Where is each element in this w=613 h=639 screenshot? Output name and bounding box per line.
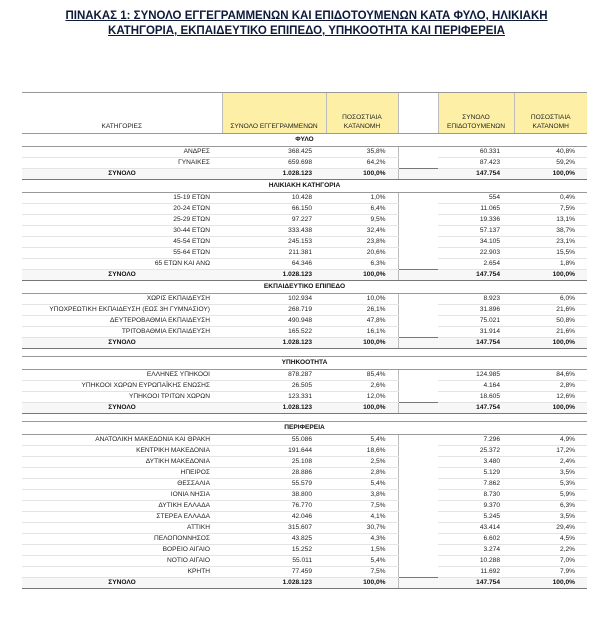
subsidized-pct: 2,8% <box>514 381 587 392</box>
row-category: ΚΡΗΤΗ <box>22 567 222 578</box>
table-body <box>22 134 587 589</box>
table-row <box>22 523 587 534</box>
registered-value: 102.934 <box>222 294 326 305</box>
section-header-row <box>22 281 587 294</box>
gap-cell <box>398 248 438 259</box>
gap-cell <box>398 158 438 169</box>
total-registered-pct: 100,0% <box>326 403 398 414</box>
section-title: ΗΛΙΚΙΑΚΗ ΚΑΤΗΓΟΡΙΑ <box>22 180 587 193</box>
registered-value: 123.331 <box>222 392 326 403</box>
registered-pct: 18,6% <box>326 446 398 457</box>
registered-pct: 23,8% <box>326 237 398 248</box>
subsidized-value: 57.137 <box>438 226 514 237</box>
total-registered: 1.028.123 <box>222 578 326 589</box>
subsidized-value: 43.414 <box>438 523 514 534</box>
registered-value: 28.886 <box>222 468 326 479</box>
total-subsidized: 147.754 <box>438 169 514 180</box>
row-category: ΚΕΝΤΡΙΚΗ ΜΑΚΕΔΟΝΙΑ <box>22 446 222 457</box>
total-subsidized-pct: 100,0% <box>514 169 587 180</box>
registered-value: 165.522 <box>222 327 326 338</box>
total-subsidized-pct: 100,0% <box>514 338 587 349</box>
subsidized-value: 5.245 <box>438 512 514 523</box>
registered-value: 490.948 <box>222 316 326 327</box>
table-row <box>22 457 587 468</box>
registered-pct: 32,4% <box>326 226 398 237</box>
section-title: ΦΥΛΟ <box>22 134 587 147</box>
total-subsidized: 147.754 <box>438 338 514 349</box>
table-row <box>22 193 587 204</box>
subsidized-pct: 84,6% <box>514 370 587 381</box>
table-row <box>22 435 587 446</box>
spacer-cell <box>22 414 587 422</box>
subsidized-pct: 40,8% <box>514 147 587 158</box>
total-label: ΣΥΝΟΛΟ <box>22 403 222 414</box>
registered-pct: 6,3% <box>326 259 398 270</box>
subsidized-value: 18.605 <box>438 392 514 403</box>
gap-cell <box>398 147 438 158</box>
section-header-row <box>22 357 587 370</box>
registered-pct: 7,5% <box>326 567 398 578</box>
subsidized-pct: 12,6% <box>514 392 587 403</box>
subsidized-pct: 17,2% <box>514 446 587 457</box>
table-title <box>0 9 613 39</box>
registered-pct: 16,1% <box>326 327 398 338</box>
gap-cell <box>398 523 438 534</box>
registered-value: 333.438 <box>222 226 326 237</box>
table-row <box>22 147 587 158</box>
table-row <box>22 545 587 556</box>
subsidized-value: 9.370 <box>438 501 514 512</box>
total-subsidized-pct: 100,0% <box>514 270 587 281</box>
row-category: ΤΡΙΤΟΒΑΘΜΙΑ ΕΚΠΑΙΔΕΥΣΗ <box>22 327 222 338</box>
subsidized-value: 25.372 <box>438 446 514 457</box>
spacer-cell <box>22 349 587 357</box>
subsidized-value: 60.331 <box>438 147 514 158</box>
gap-cell <box>398 512 438 523</box>
subsidized-pct: 2,4% <box>514 457 587 468</box>
table-row <box>22 259 587 270</box>
gap-cell <box>398 215 438 226</box>
registered-value: 38.800 <box>222 490 326 501</box>
table-row <box>22 215 587 226</box>
subsidized-value: 75.021 <box>438 316 514 327</box>
subsidized-pct: 3,5% <box>514 512 587 523</box>
total-row <box>22 578 587 589</box>
registered-value: 42.046 <box>222 512 326 523</box>
gap-cell <box>398 479 438 490</box>
subsidized-pct: 5,3% <box>514 479 587 490</box>
subsidized-value: 7.296 <box>438 435 514 446</box>
subsidized-pct: 3,5% <box>514 468 587 479</box>
total-registered-pct: 100,0% <box>326 270 398 281</box>
registered-pct: 20,6% <box>326 248 398 259</box>
subsidized-value: 2.654 <box>438 259 514 270</box>
registered-pct: 5,4% <box>326 479 398 490</box>
registered-value: 368.425 <box>222 147 326 158</box>
row-category: ΑΝΑΤΟΛΙΚΗ ΜΑΚΕΔΟΝΙΑ ΚΑΙ ΘΡΑΚΗ <box>22 435 222 446</box>
row-category: ΔΕΥΤΕΡΟΒΑΘΜΙΑ ΕΚΠΑΙΔΕΥΣΗ <box>22 316 222 327</box>
table-row <box>22 294 587 305</box>
registered-value: 191.644 <box>222 446 326 457</box>
gap-cell <box>398 534 438 545</box>
subsidized-value: 5.129 <box>438 468 514 479</box>
registered-value: 15.252 <box>222 545 326 556</box>
section-title: ΠΕΡΙΦΕΡΕΙΑ <box>22 422 587 435</box>
gap-cell <box>398 270 438 281</box>
row-category: 20-24 ΕΤΩΝ <box>22 204 222 215</box>
subsidized-value: 554 <box>438 193 514 204</box>
subsidized-value: 7.862 <box>438 479 514 490</box>
section-title: ΕΚΠΑΙΔΕΥΤΙΚΟ ΕΠΙΠΕΔΟ <box>22 281 587 294</box>
subsidized-pct: 23,1% <box>514 237 587 248</box>
table-row <box>22 501 587 512</box>
gap-cell <box>398 226 438 237</box>
table-row <box>22 556 587 567</box>
row-category: 30-44 ΕΤΩΝ <box>22 226 222 237</box>
subsidized-value: 87.423 <box>438 158 514 169</box>
gap-cell <box>398 468 438 479</box>
subsidized-value: 11.692 <box>438 567 514 578</box>
statistics-table-wrapper <box>22 92 587 589</box>
gap-cell <box>398 193 438 204</box>
row-category: ΥΠΗΚΟΟΙ ΧΩΡΩΝ ΕΥΡΩΠΑΪΚΗΣ ΕΝΩΣΗΣ <box>22 381 222 392</box>
subsidized-pct: 7,0% <box>514 556 587 567</box>
table-row <box>22 490 587 501</box>
subsidized-value: 19.336 <box>438 215 514 226</box>
registered-pct: 35,8% <box>326 147 398 158</box>
gap-cell <box>398 446 438 457</box>
row-category: ΔΥΤΙΚΗ ΜΑΚΕΔΟΝΙΑ <box>22 457 222 468</box>
subsidized-pct: 21,6% <box>514 327 587 338</box>
table-row <box>22 316 587 327</box>
row-category: ΔΥΤΙΚΗ ΕΛΛΑΔΑ <box>22 501 222 512</box>
total-registered: 1.028.123 <box>222 169 326 180</box>
registered-pct: 12,0% <box>326 392 398 403</box>
subsidized-value: 31.914 <box>438 327 514 338</box>
registered-pct: 85,4% <box>326 370 398 381</box>
registered-pct: 2,6% <box>326 381 398 392</box>
gap-cell <box>398 556 438 567</box>
registered-value: 25.108 <box>222 457 326 468</box>
row-category: 15-19 ΕΤΩΝ <box>22 193 222 204</box>
table-row <box>22 567 587 578</box>
registered-pct: 6,4% <box>326 204 398 215</box>
registered-value: 26.505 <box>222 381 326 392</box>
gap-cell <box>398 305 438 316</box>
row-category: 65 ΕΤΩΝ ΚΑΙ ΑΝΩ <box>22 259 222 270</box>
row-category: ΥΠΟΧΡΕΩΤΙΚΗ ΕΚΠΑΙΔΕΥΣΗ (ΕΩΣ 3Η ΓΥΜΝΑΣΙΟΥ) <box>22 305 222 316</box>
gap-cell <box>398 501 438 512</box>
total-registered-pct: 100,0% <box>326 338 398 349</box>
table-row <box>22 370 587 381</box>
row-category: ΝΟΤΙΟ ΑΙΓΑΙΟ <box>22 556 222 567</box>
row-category: ΒΟΡΕΙΟ ΑΙΓΑΙΟ <box>22 545 222 556</box>
subsidized-pct: 50,8% <box>514 316 587 327</box>
header-category: ΚΑΤΗΓΟΡΙΕΣ <box>22 93 222 134</box>
gap-cell <box>398 204 438 215</box>
row-category: ΕΛΛΗΝΕΣ ΥΠΗΚΟΟΙ <box>22 370 222 381</box>
section-header-row <box>22 422 587 435</box>
registered-value: 77.459 <box>222 567 326 578</box>
header-subsidized-pct: ΠΟΣΟΣΤΙΑΙΑ ΚΑΤΑΝΟΜΗ <box>514 93 587 134</box>
row-category: 25-29 ΕΤΩΝ <box>22 215 222 226</box>
subsidized-pct: 38,7% <box>514 226 587 237</box>
subsidized-pct: 7,9% <box>514 567 587 578</box>
gap-cell <box>398 237 438 248</box>
gap-cell <box>398 327 438 338</box>
subsidized-value: 34.105 <box>438 237 514 248</box>
table-row <box>22 392 587 403</box>
subsidized-pct: 0,4% <box>514 193 587 204</box>
total-label: ΣΥΝΟΛΟ <box>22 270 222 281</box>
section-title: ΥΠΗΚΟΟΤΗΤΑ <box>22 357 587 370</box>
subsidized-pct: 59,2% <box>514 158 587 169</box>
table-row <box>22 468 587 479</box>
total-registered: 1.028.123 <box>222 338 326 349</box>
section-header-row <box>22 180 587 193</box>
registered-pct: 5,4% <box>326 435 398 446</box>
registered-value: 245.153 <box>222 237 326 248</box>
row-category: ΙΟΝΙΑ ΝΗΣΙΑ <box>22 490 222 501</box>
total-row <box>22 169 587 180</box>
total-label: ΣΥΝΟΛΟ <box>22 578 222 589</box>
total-registered: 1.028.123 <box>222 403 326 414</box>
header-subsidized: ΣΥΝΟΛΟ ΕΠΙΔΟΤΟΥΜΕΝΩΝ <box>438 93 514 134</box>
registered-pct: 3,8% <box>326 490 398 501</box>
statistics-table <box>22 92 587 589</box>
subsidized-value: 31.896 <box>438 305 514 316</box>
subsidized-pct: 6,3% <box>514 501 587 512</box>
table-row <box>22 226 587 237</box>
total-subsidized: 147.754 <box>438 270 514 281</box>
section-header-row <box>22 134 587 147</box>
row-category: ΣΤΕΡΕΑ ΕΛΛΑΔΑ <box>22 512 222 523</box>
registered-pct: 9,5% <box>326 215 398 226</box>
subsidized-pct: 4,9% <box>514 435 587 446</box>
registered-value: 43.825 <box>222 534 326 545</box>
registered-pct: 4,3% <box>326 534 398 545</box>
total-subsidized-pct: 100,0% <box>514 403 587 414</box>
subsidized-value: 8.730 <box>438 490 514 501</box>
total-row <box>22 270 587 281</box>
row-category: ΑΤΤΙΚΗ <box>22 523 222 534</box>
table-row <box>22 512 587 523</box>
subsidized-value: 4.164 <box>438 381 514 392</box>
gap-cell <box>398 338 438 349</box>
row-category: ΓΥΝΑΙΚΕΣ <box>22 158 222 169</box>
row-category: ΥΠΗΚΟΟΙ ΤΡΙΤΩΝ ΧΩΡΩΝ <box>22 392 222 403</box>
total-label: ΣΥΝΟΛΟ <box>22 338 222 349</box>
subsidized-pct: 4,5% <box>514 534 587 545</box>
subsidized-pct: 2,2% <box>514 545 587 556</box>
gap-cell <box>398 457 438 468</box>
table-row <box>22 327 587 338</box>
registered-value: 76.770 <box>222 501 326 512</box>
gap-cell <box>398 435 438 446</box>
gap-cell <box>398 294 438 305</box>
registered-pct: 47,8% <box>326 316 398 327</box>
spacer-row <box>22 349 587 357</box>
table-row <box>22 248 587 259</box>
title-line-2: ΚΑΤΗΓΟΡΙΑ, ΕΚΠΑΙΔΕΥΤΙΚΟ ΕΠΙΠΕΔΟ, ΥΠΗΚΟΟΤΗΤΑ ΚΑΙ ΠΕΡΙΦΕΡΕΙΑ <box>108 25 505 37</box>
header-registered: ΣΥΝΟΛΟ ΕΓΓΕΓΡΑΜΜΕΝΩΝ <box>222 93 326 134</box>
table-header <box>22 93 587 134</box>
table-row <box>22 446 587 457</box>
row-category: ΘΕΣΣΑΛΙΑ <box>22 479 222 490</box>
subsidized-pct: 13,1% <box>514 215 587 226</box>
registered-pct: 7,5% <box>326 501 398 512</box>
registered-pct: 10,0% <box>326 294 398 305</box>
subsidized-pct: 7,5% <box>514 204 587 215</box>
total-subsidized-pct: 100,0% <box>514 578 587 589</box>
table-row <box>22 534 587 545</box>
registered-pct: 1,5% <box>326 545 398 556</box>
table-row <box>22 237 587 248</box>
gap-cell <box>398 169 438 180</box>
total-row <box>22 338 587 349</box>
gap-cell <box>398 370 438 381</box>
registered-value: 211.381 <box>222 248 326 259</box>
table-row <box>22 479 587 490</box>
subsidized-value: 10.288 <box>438 556 514 567</box>
registered-value: 97.227 <box>222 215 326 226</box>
registered-value: 315.607 <box>222 523 326 534</box>
registered-pct: 2,5% <box>326 457 398 468</box>
total-registered-pct: 100,0% <box>326 169 398 180</box>
gap-cell <box>398 381 438 392</box>
registered-value: 268.719 <box>222 305 326 316</box>
row-category: ΧΩΡΙΣ ΕΚΠΑΙΔΕΥΣΗ <box>22 294 222 305</box>
table-row <box>22 204 587 215</box>
registered-value: 64.346 <box>222 259 326 270</box>
registered-pct: 26,1% <box>326 305 398 316</box>
title-line-1: ΠΙΝΑΚΑΣ 1: ΣΥΝΟΛΟ ΕΓΓΕΓΡΑΜΜΕΝΩΝ ΚΑΙ ΕΠΙΔΟΤΟΥΜΕΝΩΝ ΚΑΤΑ ΦΥΛΟ, ΗΛΙΚΙΑΚΗ <box>65 10 548 22</box>
total-row <box>22 403 587 414</box>
total-label: ΣΥΝΟΛΟ <box>22 169 222 180</box>
gap-cell <box>398 490 438 501</box>
registered-pct: 4,1% <box>326 512 398 523</box>
gap-cell <box>398 403 438 414</box>
registered-value: 66.150 <box>222 204 326 215</box>
total-registered: 1.028.123 <box>222 270 326 281</box>
subsidized-value: 3.480 <box>438 457 514 468</box>
subsidized-pct: 6,0% <box>514 294 587 305</box>
total-subsidized: 147.754 <box>438 403 514 414</box>
registered-pct: 5,4% <box>326 556 398 567</box>
subsidized-value: 8.923 <box>438 294 514 305</box>
subsidized-value: 6.602 <box>438 534 514 545</box>
header-gap <box>398 93 438 134</box>
table-row <box>22 158 587 169</box>
registered-value: 55.086 <box>222 435 326 446</box>
total-subsidized: 147.754 <box>438 578 514 589</box>
gap-cell <box>398 392 438 403</box>
gap-cell <box>398 578 438 589</box>
registered-pct: 1,0% <box>326 193 398 204</box>
registered-pct: 30,7% <box>326 523 398 534</box>
subsidized-value: 3.274 <box>438 545 514 556</box>
registered-value: 55.579 <box>222 479 326 490</box>
header-registered-pct: ΠΟΣΟΣΤΙΑΙΑ ΚΑΤΑΝΟΜΗ <box>326 93 398 134</box>
gap-cell <box>398 567 438 578</box>
registered-value: 55.011 <box>222 556 326 567</box>
spacer-row <box>22 414 587 422</box>
registered-value: 659.698 <box>222 158 326 169</box>
subsidized-value: 124.985 <box>438 370 514 381</box>
subsidized-value: 22.903 <box>438 248 514 259</box>
registered-value: 10.428 <box>222 193 326 204</box>
subsidized-pct: 15,5% <box>514 248 587 259</box>
row-category: 45-54 ΕΤΩΝ <box>22 237 222 248</box>
registered-pct: 2,8% <box>326 468 398 479</box>
gap-cell <box>398 259 438 270</box>
table-row <box>22 381 587 392</box>
total-registered-pct: 100,0% <box>326 578 398 589</box>
gap-cell <box>398 545 438 556</box>
registered-pct: 64,2% <box>326 158 398 169</box>
subsidized-value: 11.065 <box>438 204 514 215</box>
row-category: ΗΠΕΙΡΟΣ <box>22 468 222 479</box>
subsidized-pct: 29,4% <box>514 523 587 534</box>
table-row <box>22 305 587 316</box>
subsidized-pct: 5,9% <box>514 490 587 501</box>
registered-value: 878.287 <box>222 370 326 381</box>
subsidized-pct: 1,8% <box>514 259 587 270</box>
subsidized-pct: 21,6% <box>514 305 587 316</box>
row-category: 55-64 ΕΤΩΝ <box>22 248 222 259</box>
gap-cell <box>398 316 438 327</box>
row-category: ΠΕΛΟΠΟΝΝΗΣΟΣ <box>22 534 222 545</box>
row-category: ΑΝΔΡΕΣ <box>22 147 222 158</box>
